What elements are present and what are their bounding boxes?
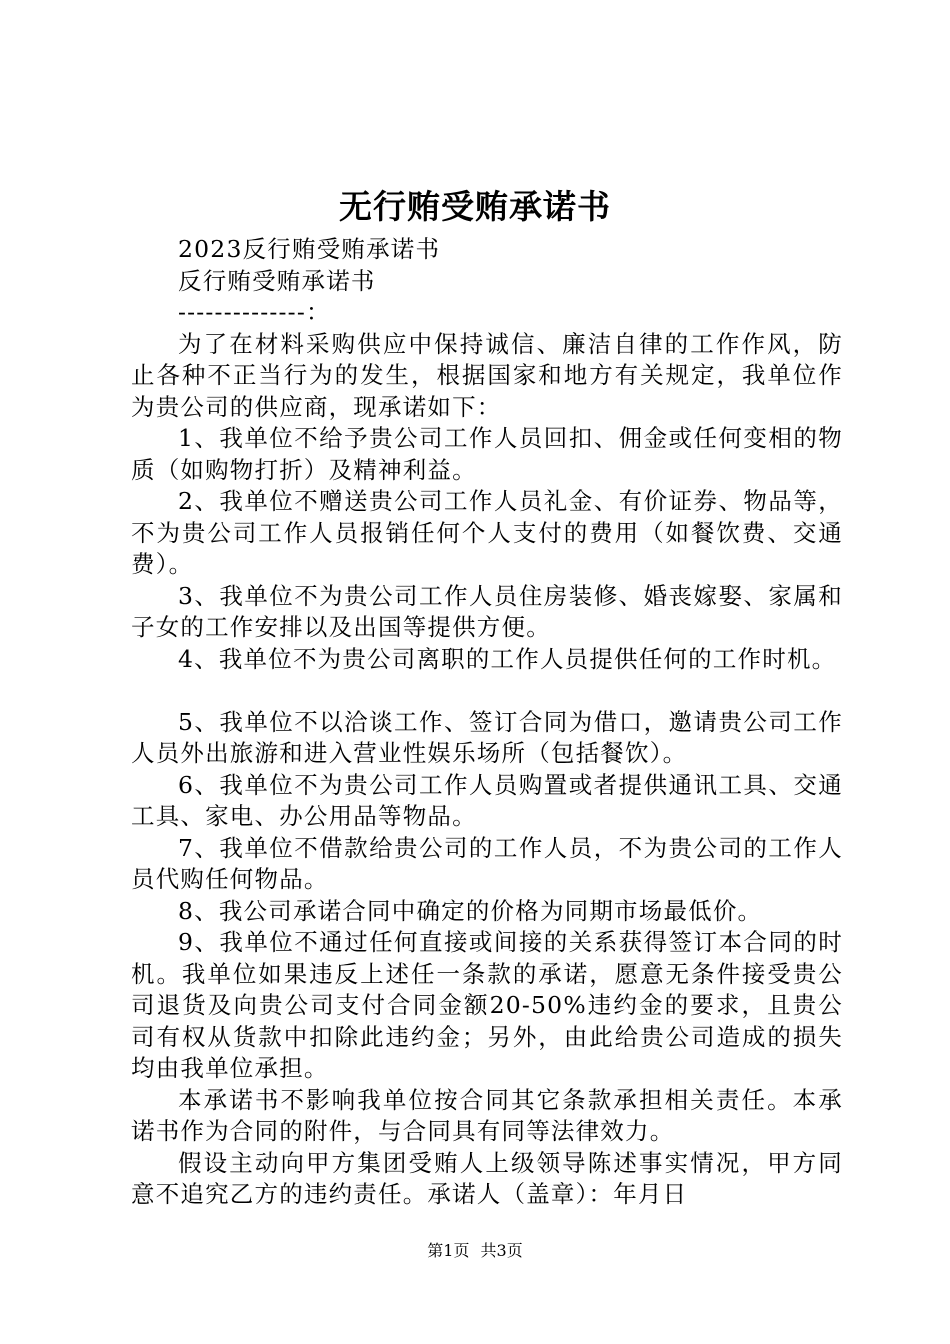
paragraph-item-3: 3、我单位不为贵公司工作人员住房装修、婚丧嫁娶、家属和子女的工作安排以及出国等提供方便。 [131,581,843,641]
paragraph-item-7: 7、我单位不借款给贵公司的工作人员，不为贵公司的工作人员代购任何物品。 [131,833,843,893]
paragraph-item-9: 9、我单位不通过任何直接或间接的关系获得签订本合同的时机。我单位如果违反上述任一条款的承诺，愿意无条件接受贵公司退货及向贵公司支付合同金额20-50%违约金的要求，且贵公司有权从货款中扣除此违约金；另外，由此给贵公司造成的损失均由我单位承担。 [131,928,843,1082]
paragraph-intro: 为了在材料采购供应中保持诚信、廉洁自律的工作作风，防止各种不正当行为的发生，根据国家和地方有关规定，我单位作为贵公司的供应商，现承诺如下： [131,329,843,421]
paragraph-blank [131,675,843,707]
paragraph-item-8: 8、我公司承诺合同中确定的价格为同期市场最低价。 [178,896,763,925]
paragraph-closing: 假设主动向甲方集团受贿人上级领导陈述事实情况，甲方同意不追究乙方的违约责任。承诺人（盖章）：年月日 [131,1148,843,1208]
page-number: 第1页 [427,1241,470,1260]
paragraph-item-4: 4、我单位不为贵公司离职的工作人员提供任何的工作时机。 [178,644,837,673]
paragraph-effect: 本承诺书不影响我单位按合同其它条款承担相关责任。本承诺书作为合同的附件，与合同具有同等法律效力。 [131,1085,843,1145]
paragraph-addressee-line: --------------： [178,298,331,326]
document-body [131,234,843,1211]
paragraph-subtitle: 反行贿受贿承诺书 [178,266,376,295]
document-title: 无行贿受贿承诺书 [339,187,611,226]
paragraph-item-1: 1、我单位不给予贵公司工作人员回扣、佣金或任何变相的物质（如购物打折）及精神利益。 [131,424,843,484]
paragraph-item-2: 2、我单位不赠送贵公司工作人员礼金、有价证券、物品等，不为贵公司工作人员报销任何个人支付的费用（如餐饮费、交通费）。 [131,487,843,578]
paragraph-item-6: 6、我单位不为贵公司工作人员购置或者提供通讯工具、交通工具、家电、办公用品等物品。 [131,770,843,830]
page-footer [0,1240,950,1262]
page-total: 共3页 [480,1241,523,1260]
paragraph-item-5: 5、我单位不以洽谈工作、签订合同为借口，邀请贵公司工作人员外出旅游和进入营业性娱乐场所（包括餐饮）。 [131,707,843,767]
paragraph-subtitle-year: 2023反行贿受贿承诺书 [178,235,441,263]
